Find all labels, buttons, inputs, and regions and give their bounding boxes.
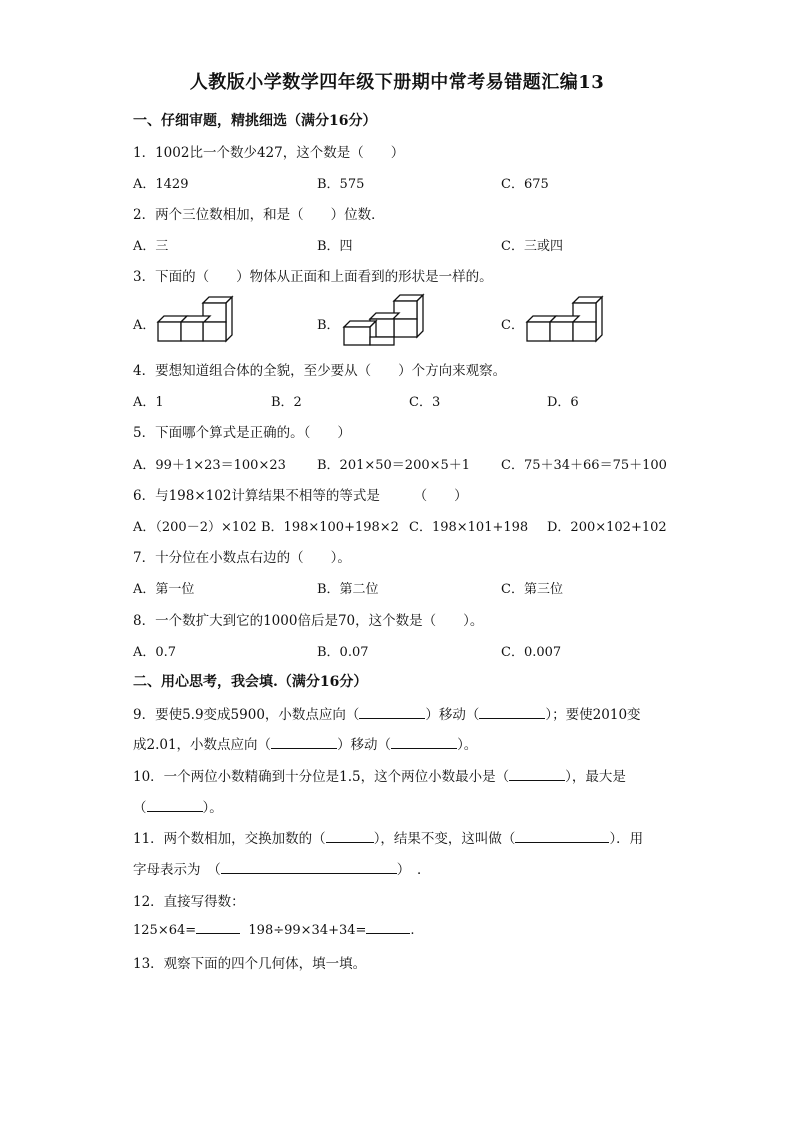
question-12: 12．直接写得数： (133, 894, 245, 910)
option-b[interactable]: B．2 (271, 395, 302, 410)
section-heading-fill: 二、用心思考，我会填.（满分16分） (133, 674, 368, 690)
page-title: 人教版小学数学四年级下册期中常考易错题汇编13 (189, 72, 605, 93)
option-c[interactable]: C．0.007 (501, 645, 562, 660)
option-c[interactable]: C．75＋34＋66＝75＋100 (501, 458, 667, 473)
answer-blank[interactable] (147, 799, 203, 812)
question-8-options (133, 641, 693, 659)
question-4-options (133, 391, 693, 409)
option-b[interactable]: B．0.07 (317, 645, 369, 660)
question-1: 1．1002比一个数少427，这个数是（ ） (133, 145, 405, 161)
cube-figure-b (340, 293, 424, 347)
question-13: 13．观察下面的四个几何体，填一填。 (133, 956, 367, 972)
option-a[interactable]: A．三 (133, 239, 169, 254)
question-8: 8．一个数扩大到它的1000倍后是70，这个数是（ ）。 (133, 613, 484, 629)
question-12-expressions: 125×64= 198÷99×34+34= . (133, 923, 415, 938)
option-b[interactable]: B．第二位 (317, 582, 379, 597)
option-c[interactable]: C． (501, 318, 524, 333)
answer-blank[interactable] (479, 706, 545, 719)
option-d[interactable]: D．200×102+102 (547, 520, 667, 535)
question-9-line-2: 成2.01，小数点应向（ ）移动（ ）。 (133, 737, 478, 753)
question-5-options (133, 454, 693, 472)
section-heading-choice: 一、仔细审题，精挑细选（满分16分） (133, 113, 377, 129)
option-a[interactable]: A．0.7 (133, 645, 177, 660)
question-11-line-2: 字母表示为 （ ） ． (133, 862, 431, 878)
answer-blank[interactable] (509, 768, 565, 781)
option-b[interactable]: B．201×50＝200×5＋1 (317, 458, 471, 473)
option-c[interactable]: C．三或四 (501, 239, 563, 254)
option-b[interactable]: B．575 (317, 177, 365, 192)
question-11-line-1: 11．两个数相加，交换加数的（ ），结果不变，这叫做（ ）．用 (133, 831, 644, 847)
question-10-line-1: 10．一个两位小数精确到十分位是1.5，这个两位小数最小是（ ），最大是 (133, 769, 626, 785)
question-10-line-2: （ ）。 (133, 800, 223, 816)
option-c[interactable]: C．第三位 (501, 582, 563, 597)
answer-blank[interactable] (359, 706, 425, 719)
cube-figure-a (156, 295, 236, 345)
answer-blank[interactable] (271, 736, 337, 749)
answer-blank[interactable] (221, 861, 397, 874)
option-a[interactable]: A．99＋1×23＝100×23 (133, 458, 286, 473)
answer-blank[interactable] (391, 736, 457, 749)
option-b[interactable]: B．四 (317, 239, 353, 254)
question-6-options (133, 516, 693, 534)
answer-blank[interactable] (366, 921, 410, 934)
question-5: 5．下面哪个算式是正确的。（ ） (133, 425, 351, 441)
option-b[interactable]: B．198×100+198×2 (261, 520, 399, 535)
option-d[interactable]: D．6 (547, 395, 579, 410)
option-c[interactable]: C．675 (501, 177, 549, 192)
option-a[interactable]: A．1429 (133, 177, 189, 192)
question-6: 6．与198×102计算结果不相等的等式是 （ ） (133, 488, 468, 504)
option-a[interactable]: A． (133, 318, 156, 333)
question-2: 2．两个三位数相加，和是（ ）位数． (133, 207, 385, 223)
question-4: 4．要想知道组合体的全貌，至少要从（ ）个方向来观察。 (133, 363, 507, 379)
option-a[interactable]: A．第一位 (133, 582, 195, 597)
question-7: 7．十分位在小数点右边的（ ）。 (133, 550, 351, 566)
option-b[interactable]: B． (317, 318, 340, 333)
cube-figure-c (525, 295, 611, 345)
question-2-options (133, 235, 693, 253)
question-1-options (133, 173, 693, 191)
option-a[interactable]: A．1 (133, 395, 164, 410)
question-9-line-1: 9．要使5.9变成5900，小数点应向（ ）移动（ ）；要使2010变 (133, 707, 641, 723)
answer-blank[interactable] (515, 830, 609, 843)
question-7-options (133, 578, 693, 596)
answer-blank[interactable] (326, 830, 374, 843)
question-3: 3．下面的（ ）物体从正面和上面看到的形状是一样的。 (133, 269, 493, 285)
option-c[interactable]: C．3 (409, 395, 441, 410)
option-a[interactable]: A．（200－2）×102 (133, 520, 257, 535)
option-c[interactable]: C．198×101+198 (409, 520, 529, 535)
answer-blank[interactable] (196, 921, 240, 934)
